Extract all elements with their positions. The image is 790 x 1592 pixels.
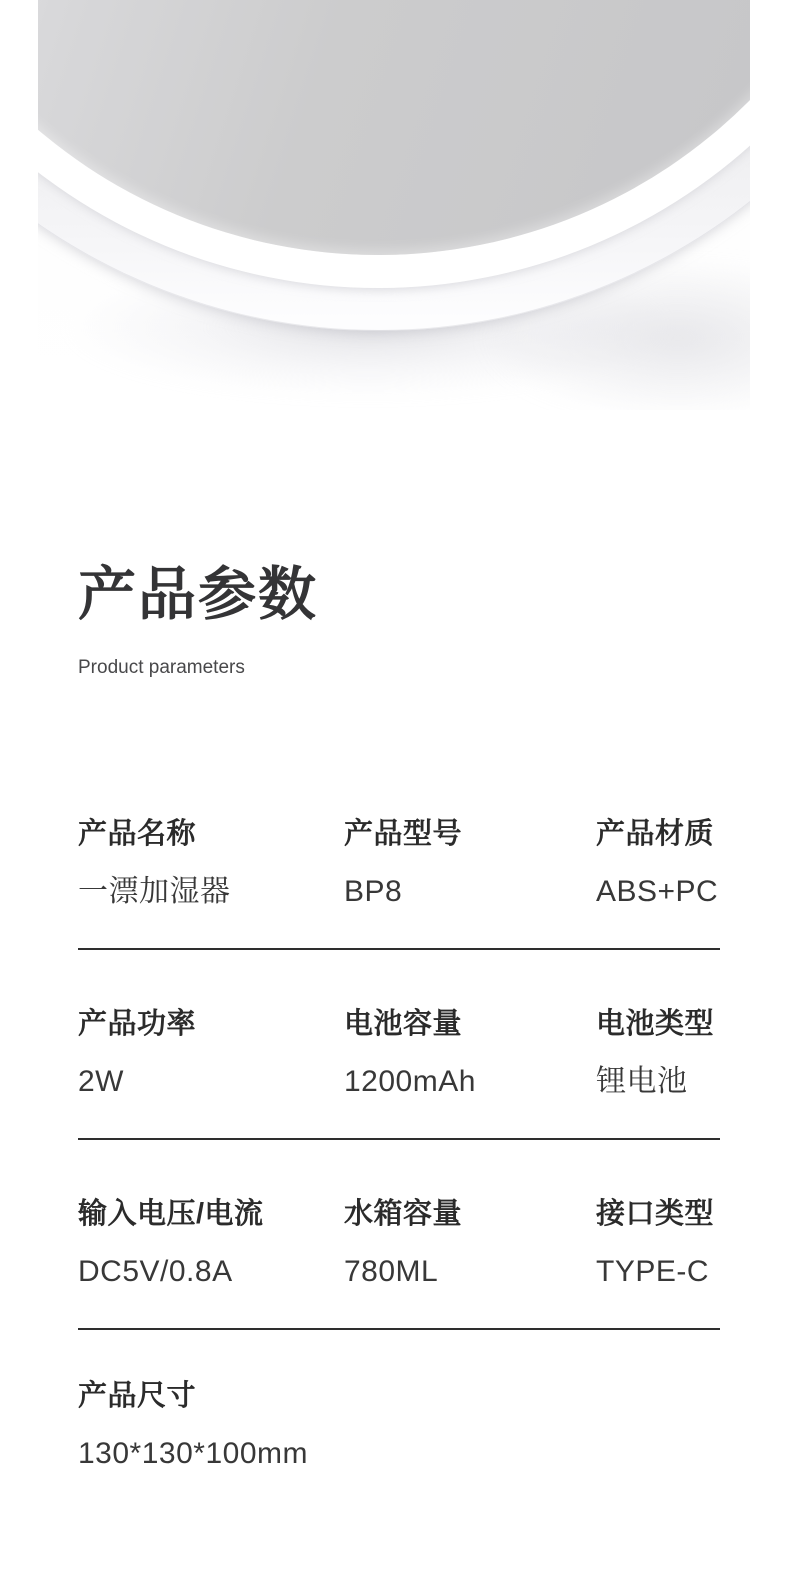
spec-value: ABS+PC [596,875,719,908]
spec-value: 2W [78,1065,124,1098]
spec-table [78,816,720,1472]
spec-cell [344,1196,596,1290]
spec-row [78,816,720,950]
spec-label: 电池类型 [596,1008,715,1040]
spec-label: 产品功率 [78,1008,197,1040]
spec-label: 接口类型 [596,1198,715,1230]
spec-value: BP8 [344,875,403,908]
spec-row [78,1140,720,1330]
spec-value: 130*130*100mm [78,1437,308,1470]
product-photo [38,0,750,410]
spec-cell [78,816,344,910]
spec-label: 产品尺寸 [78,1380,197,1412]
spec-value: 锂电池 [596,1065,688,1098]
spec-cell [78,1006,344,1100]
spec-value: 780ML [344,1255,439,1288]
spec-value: 一漂加湿器 [78,875,231,908]
spec-cell [344,816,596,910]
spec-section [0,560,790,1472]
spec-value: TYPE-C [596,1255,710,1288]
spec-label: 产品材质 [596,818,715,850]
spec-cell [596,816,720,910]
spec-label: 产品型号 [344,818,463,850]
spec-value: 1200mAh [344,1065,476,1098]
spec-value: DC5V/0.8A [78,1255,233,1288]
spec-label: 输入电压/电流 [78,1198,264,1230]
spec-cell [344,1006,596,1100]
spec-row [78,1330,720,1472]
spec-row [78,950,720,1140]
spec-cell [596,1196,720,1290]
section-subtitle: Product parameters [78,657,245,678]
spec-cell [78,1196,344,1290]
spec-label: 水箱容量 [344,1198,463,1230]
spec-label: 电池容量 [344,1008,463,1040]
spec-cell [596,1006,720,1100]
spec-cell [78,1378,720,1472]
spec-label: 产品名称 [78,818,197,850]
section-title: 产品参数 [78,562,319,627]
